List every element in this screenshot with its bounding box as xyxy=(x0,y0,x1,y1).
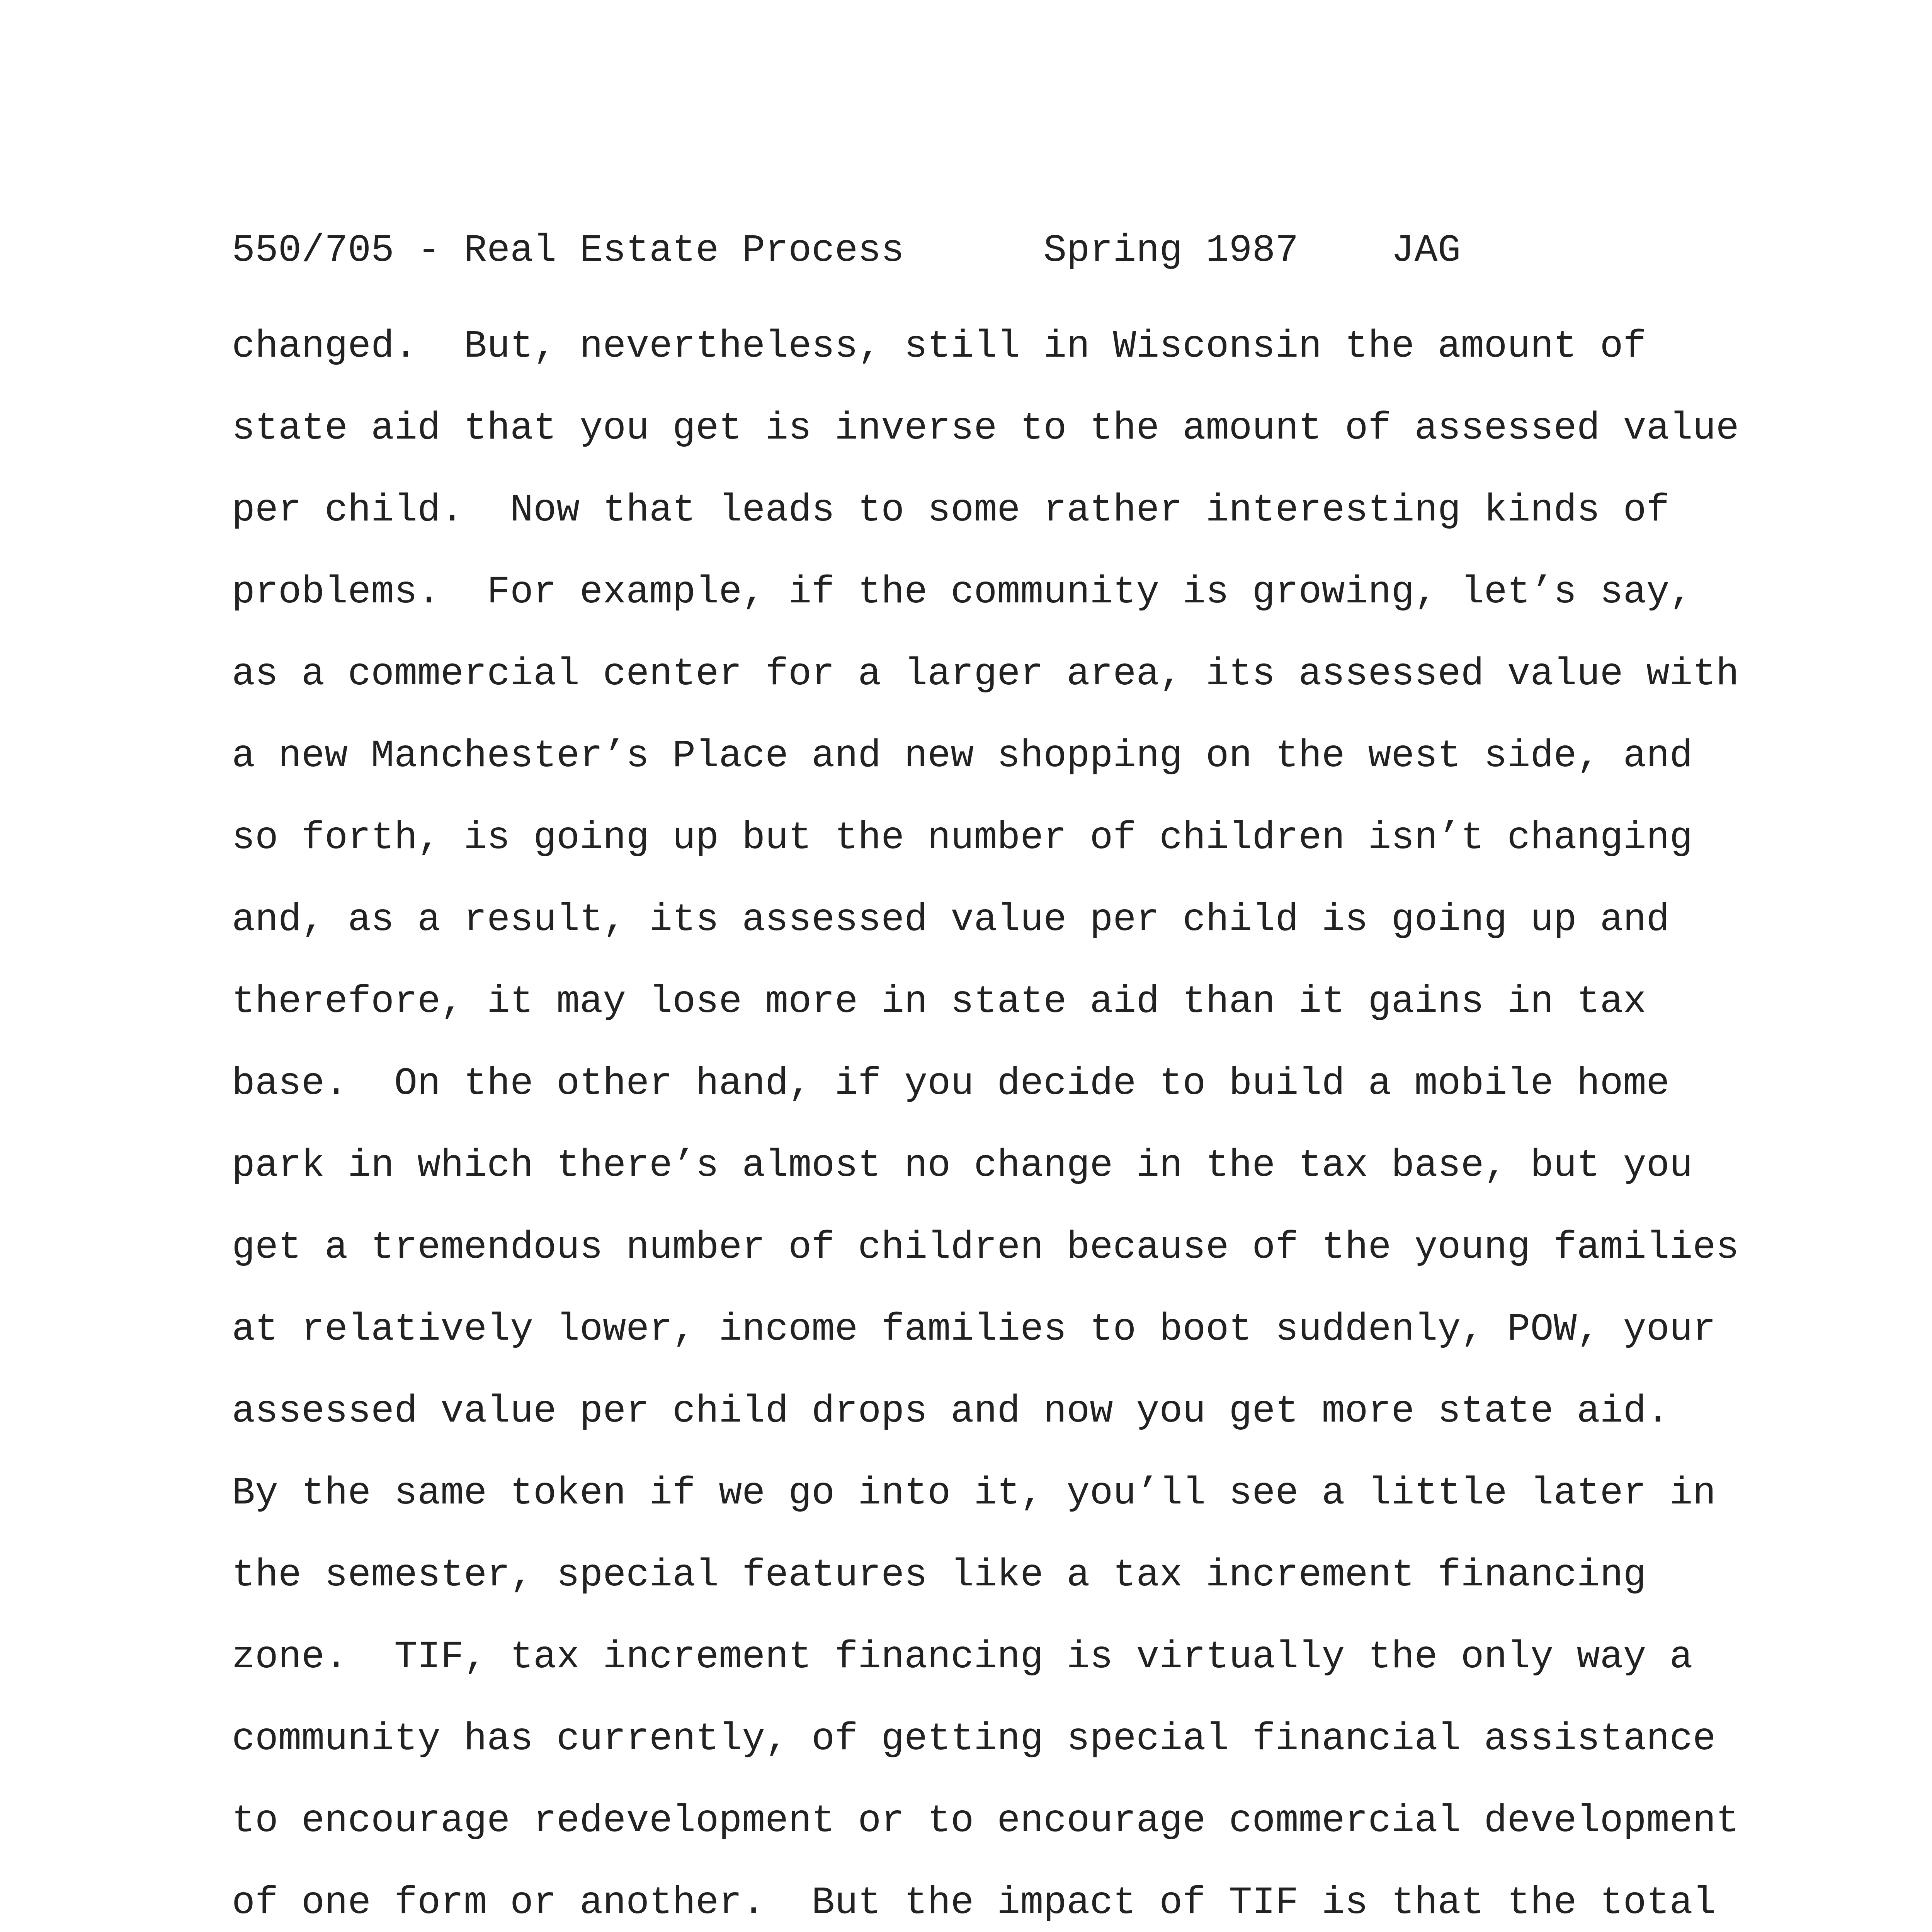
text-line: of one form or another. But the impact of TIF is that the total xyxy=(232,1881,1716,1925)
text-line: By the same token if we go into it, you’ll see a little later in xyxy=(232,1472,1716,1515)
page-header xyxy=(232,224,1461,278)
header-course: 550/705 - Real Estate Process xyxy=(232,229,905,273)
text-line: park in which there’s almost no change in the tax base, but you xyxy=(232,1144,1693,1188)
text-line: changed. But, nevertheless, still in Wisconsin the amount of xyxy=(232,325,1646,369)
text-line: problems. For example, if the community is growing, let’s say, xyxy=(232,571,1693,614)
text-line: assessed value per child drops and now you get more state aid. xyxy=(232,1390,1670,1434)
text-line: and, as a result, its assessed value per child is going up and xyxy=(232,898,1670,942)
body-text xyxy=(232,306,1739,1932)
text-line: community has currently, of getting special financial assistance xyxy=(232,1718,1716,1761)
text-line: zone. TIF, tax increment financing is virtually the only way a xyxy=(232,1636,1693,1679)
text-line: to encourage redevelopment or to encourage commercial development xyxy=(232,1799,1739,1843)
text-line: as a commercial center for a larger area, its assessed value with xyxy=(232,653,1739,696)
text-line: the semester, special features like a tax increment financing xyxy=(232,1554,1646,1597)
header-gap-2 xyxy=(1298,229,1391,273)
text-line: a new Manchester’s Place and new shopping on the west side, and xyxy=(232,735,1693,778)
text-line: therefore, it may lose more in state aid than it gains in tax xyxy=(232,980,1646,1024)
text-line: state aid that you get is inverse to the amount of assessed value xyxy=(232,407,1739,451)
header-gap-1 xyxy=(904,229,1043,273)
text-line: per child. Now that leads to some rather interesting kinds of xyxy=(232,489,1670,532)
text-line: so forth, is going up but the number of children isn’t changing xyxy=(232,816,1693,860)
text-line: get a tremendous number of children because of the young families xyxy=(232,1226,1739,1270)
text-line: base. On the other hand, if you decide to build a mobile home xyxy=(232,1062,1670,1106)
text-line: at relatively lower, income families to boot suddenly, POW, your xyxy=(232,1308,1716,1352)
header-term: Spring 1987 xyxy=(1043,229,1299,273)
header-initials: JAG xyxy=(1391,229,1461,273)
